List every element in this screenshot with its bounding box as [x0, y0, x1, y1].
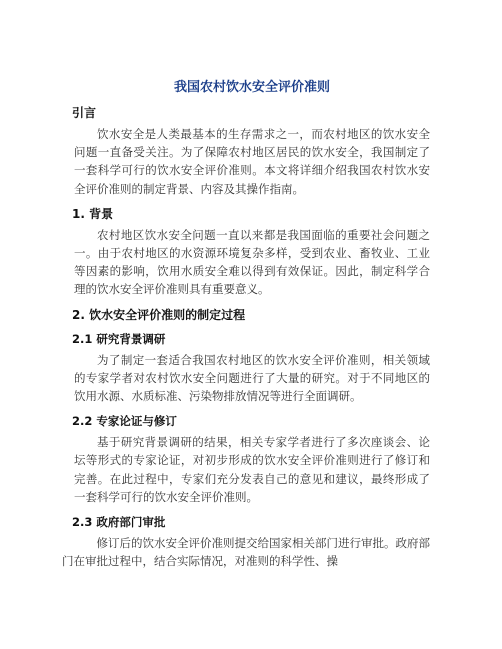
- subsection-heading-government-approval: 2.3 政府部门审批: [72, 515, 166, 530]
- document-title: 我国农村饮水安全评价准则: [173, 80, 330, 95]
- subsection-paragraph-expert-review: 基于研究背景调研的结果，相关专家学者进行了多次座谈会、论坛等形式的专家论证，对初步形成的饮水安全评价准则进行了修订和完善。在此过程中，专家们充分发表自己的意见和建议，最终形成了一套科学可行的饮水安全评价准则。: [74, 435, 430, 504]
- subsection-heading-research: 2.1 研究背景调研: [72, 331, 166, 346]
- subsection-heading-expert-review: 2.2 专家论证与修订: [72, 414, 177, 429]
- section-heading-background: 1. 背景: [72, 206, 114, 221]
- subsection-paragraph-government-approval: 修订后的饮水安全评价准则提交给国家相关部门进行审批。政府部门在审批过程中，结合实际情况，对准则的科学性、操: [62, 536, 430, 569]
- section-paragraph-background: 农村地区饮水安全问题一直以来都是我国面临的重要社会问题之一。由于农村地区的水资源环境复杂多样，受到农业、畜牧业、工业等因素的影响，饮用水质安全难以得到有效保证。因此，制定科学合理的饮水安全评价准则具有重要意义。: [74, 227, 430, 297]
- section-paragraph-intro: 饮水安全是人类最基本的生存需求之一，而农村地区的饮水安全问题一直备受关注。为了保障农村地区居民的饮水安全，我国制定了一套科学可行的饮水安全评价准则。本文将详细介绍我国农村饮水安全评价准则的制定背景、内容及其操作指南。: [74, 127, 430, 196]
- section-heading-intro: 引言: [72, 106, 97, 120]
- section-heading-process: 2. 饮水安全评价准则的制定过程: [72, 307, 246, 322]
- subsection-paragraph-research: 为了制定一套适合我国农村地区的饮水安全评价准则，相关领域的专家学者对农村饮水安全问题进行了大量的研究。对于不同地区的饮用水源、水质标准、污染物排放情况等进行全面调研。: [74, 352, 430, 404]
